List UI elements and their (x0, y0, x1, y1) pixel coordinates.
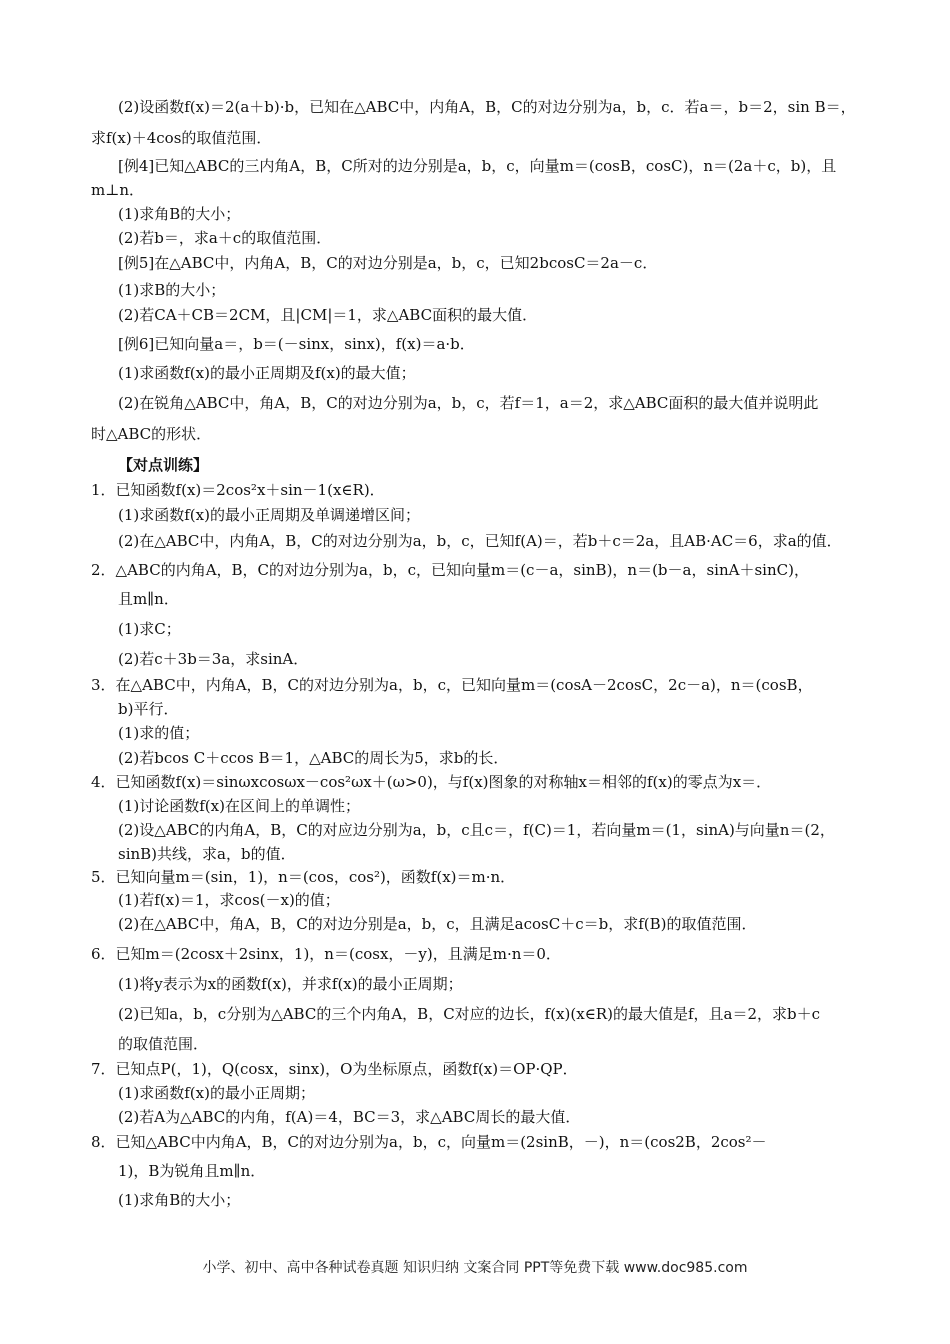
text-line: (2)若b＝，求a＋c的取值范围． (118, 229, 332, 247)
text-line: (1)求B的大小； (118, 281, 226, 299)
text-line: (1)求函数f(x)的最小正周期及f(x)的最大值； (118, 364, 416, 382)
text-line: sinB)共线，求a，b的值． (118, 845, 296, 863)
text-line: (2)设△ABC的内角A，B，C的对应边分别为a，b，c且c＝，f(C)＝1，若向量m＝(1，sinA)与向量n＝(2， (118, 821, 835, 839)
text-line: 6．已知m＝(2cosx＋2sinx，1)，n＝(cosx，－y)，且满足m·n＝0． (91, 945, 561, 963)
text-line: 的取值范围． (118, 1035, 209, 1053)
text-line: 5．已知向量m＝(sin，1)，n＝(cos，cos²)，函数f(x)＝m·n． (91, 868, 516, 886)
text-line: b)平行． (118, 700, 179, 718)
text-line: (1)求的值； (118, 724, 200, 742)
text-line: (1)求函数f(x)的最小正周期； (118, 1084, 315, 1102)
text-line: (2)在锐角△ABC中，角A，B，C的对边分别为a，b，c，若f＝1，a＝2，求△ABC面积的最大值并说明此 (118, 394, 819, 412)
text-line: (2)若A为△ABC的内角，f(A)＝4，BC＝3，求△ABC周长的最大值． (118, 1108, 581, 1126)
text-line: (1)将y表示为x的函数f(x)，并求f(x)的最小正周期； (118, 975, 463, 993)
text-line: (1)求函数f(x)的最小正周期及单调递增区间； (118, 506, 420, 524)
page-footer: 小学、初中、高中各种试卷真题 知识归纳 文案合同 PPT等免费下载 www.doc985.com (202, 1260, 748, 1276)
text-line: (2)若CA＋CB＝2CM，且|CM|＝1，求△ABC面积的最大值． (118, 306, 538, 324)
text-line: 7．已知点P(，1)，Q(cosx，sinx)，O为坐标原点，函数f(x)＝OP·QP． (91, 1060, 578, 1078)
example-6-heading: [例6]已知向量a＝，b＝(－sinx，sinx)，f(x)＝a·b． (118, 335, 475, 353)
text-line: 且m∥n． (118, 590, 179, 608)
section-heading: 【对点训练】 (118, 456, 209, 474)
text-line: 4．已知函数f(x)＝sinωxcosωx－cos²ωx＋(ω>0)，与f(x)图象的对称轴x＝相邻的f(x)的零点为x＝． (91, 773, 772, 791)
text-line: 1)，B为锐角且m∥n． (118, 1162, 266, 1180)
text-line: (1)求角B的大小； (118, 205, 241, 223)
example-4-heading: [例4]已知△ABC的三内角A，B，C所对的边分别是a，b，c，向量m＝(cosB，cosC)，n＝(2a＋c，b)，且 (118, 157, 837, 175)
text-line: (2)若bcos C＋ccos B＝1，△ABC的周长为5，求b的长． (118, 749, 509, 767)
text-line: (1)若f(x)＝1，求cos(－x)的值； (118, 891, 340, 909)
text-line: 时△ABC的形状． (91, 425, 212, 443)
text-line: (2)若c＋3b＝3a，求sinA． (118, 650, 309, 668)
text-line: (2)已知a，b，c分别为△ABC的三个内角A，B，C对应的边长，f(x)(x∈R)的最大值是f，且a＝2，求b＋c (118, 1005, 820, 1023)
text-line: m⊥n． (91, 181, 144, 199)
text-line: 1．已知函数f(x)＝2cos²x＋sin－1(x∈R)． (91, 481, 385, 499)
text-line: 8．已知△ABC中内角A，B，C的对边分别为a，b，c，向量m＝(2sinB，－)，n＝(cos2B，2cos²－ (91, 1133, 767, 1151)
text-line: (2)设函数f(x)＝2(a＋b)·b，已知在△ABC中，内角A，B，C的对边分别为a，b，c．若a＝，b＝2，sin B＝， (118, 98, 856, 116)
text-line: 2．△ABC的内角A，B，C的对边分别为a，b，c，已知向量m＝(c－a，sinB)，n＝(b－a，sinA＋sinC)， (91, 561, 809, 579)
text-line: (1)讨论函数f(x)在区间上的单调性； (118, 797, 360, 815)
text-line: (1)求C； (118, 620, 181, 638)
text-line: (1)求角B的大小； (118, 1191, 241, 1209)
text-line: 求f(x)＋4cos的取值范围． (91, 129, 272, 147)
text-line: 3．在△ABC中，内角A，B，C的对边分别为a，b，c，已知向量m＝(cosA－2cosC，2c－a)，n＝(cosB， (91, 676, 813, 694)
text-line: (2)在△ABC中，角A，B，C的对边分别是a，b，c，且满足acosC＋c＝b，求f(B)的取值范围． (118, 915, 757, 933)
text-line: (2)在△ABC中，内角A，B，C的对边分别为a，b，c，已知f(A)＝，若b＋c＝2a，且AB·AC＝6，求a的值． (118, 532, 842, 550)
example-5-heading: [例5]在△ABC中，内角A，B，C的对边分别是a，b，c，已知2bcosC＝2a－c． (118, 254, 658, 272)
